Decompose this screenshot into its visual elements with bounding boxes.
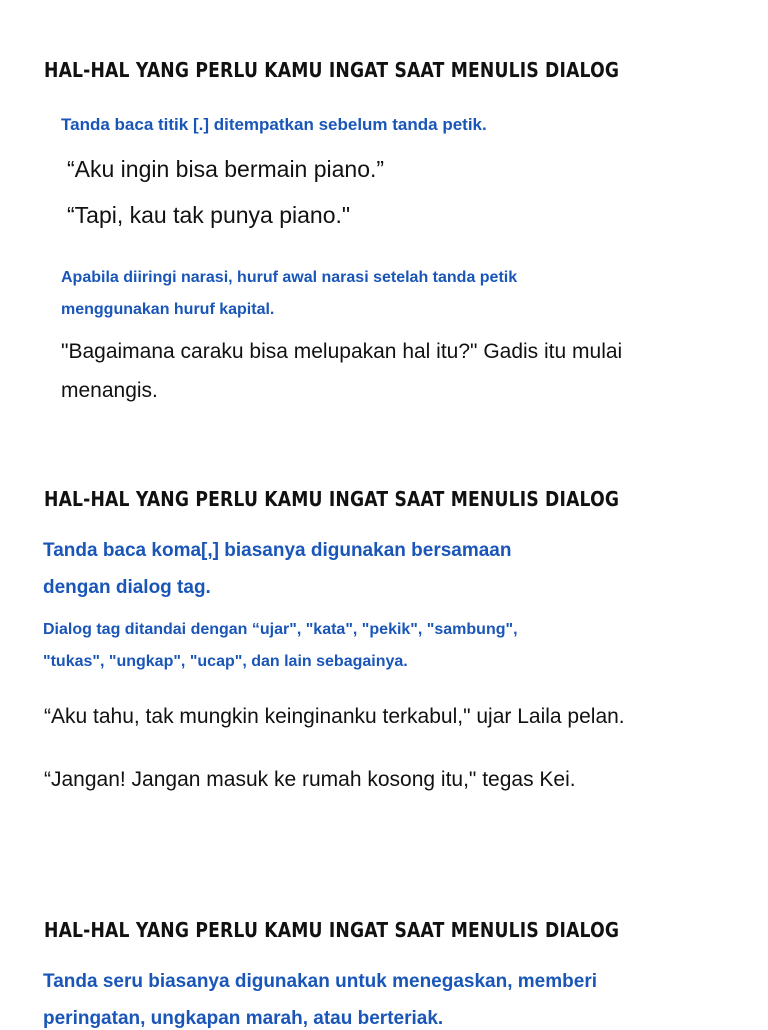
section-2-rule-line-1: Tanda baca koma[,] biasanya digunakan bersamaan — [43, 540, 512, 561]
section-3-rule-line-1: Tanda seru biasanya digunakan untuk menegaskan, memberi — [43, 971, 597, 992]
section-3-heading: HAL-HAL YANG PERLU KAMU INGAT SAAT MENULIS DIALOG — [44, 918, 620, 942]
section-1-heading: HAL-HAL YANG PERLU KAMU INGAT SAAT MENULIS DIALOG — [44, 58, 620, 82]
section-2-example-2: “Jangan! Jangan masuk ke rumah kosong itu," tegas Kei. — [44, 768, 576, 791]
section-2-heading: HAL-HAL YANG PERLU KAMU INGAT SAAT MENULIS DIALOG — [44, 487, 620, 511]
section-1-example-2: “Tapi, kau tak punya piano." — [67, 202, 351, 228]
section-2-note-line-2: "tukas", "ungkap", "ucap", dan lain sebagainya. — [43, 653, 408, 670]
section-1-note-line-1: Apabila diiringi narasi, huruf awal narasi setelah tanda petik — [61, 269, 518, 286]
section-1-note-line-2: menggunakan huruf kapital. — [61, 301, 275, 318]
section-1-narration-line-2: menangis. — [61, 379, 158, 402]
section-2-example-1: “Aku tahu, tak mungkin keinginanku terkabul," ujar Laila pelan. — [44, 705, 625, 728]
section-1-narration-line-1: "Bagaimana caraku bisa melupakan hal itu?" Gadis itu mulai — [61, 340, 623, 363]
section-2-rule-line-2: dengan dialog tag. — [43, 577, 211, 598]
section-1-example-1: “Aku ingin bisa bermain piano.” — [67, 156, 385, 182]
section-3-rule-line-2: peringatan, ungkapan marah, atau berteriak. — [43, 1008, 444, 1029]
section-1-rule: Tanda baca titik [.] ditempatkan sebelum tanda petik. — [61, 115, 487, 134]
section-2-note-line-1: Dialog tag ditandai dengan “ujar", "kata", "pekik", "sambung", — [43, 621, 518, 638]
